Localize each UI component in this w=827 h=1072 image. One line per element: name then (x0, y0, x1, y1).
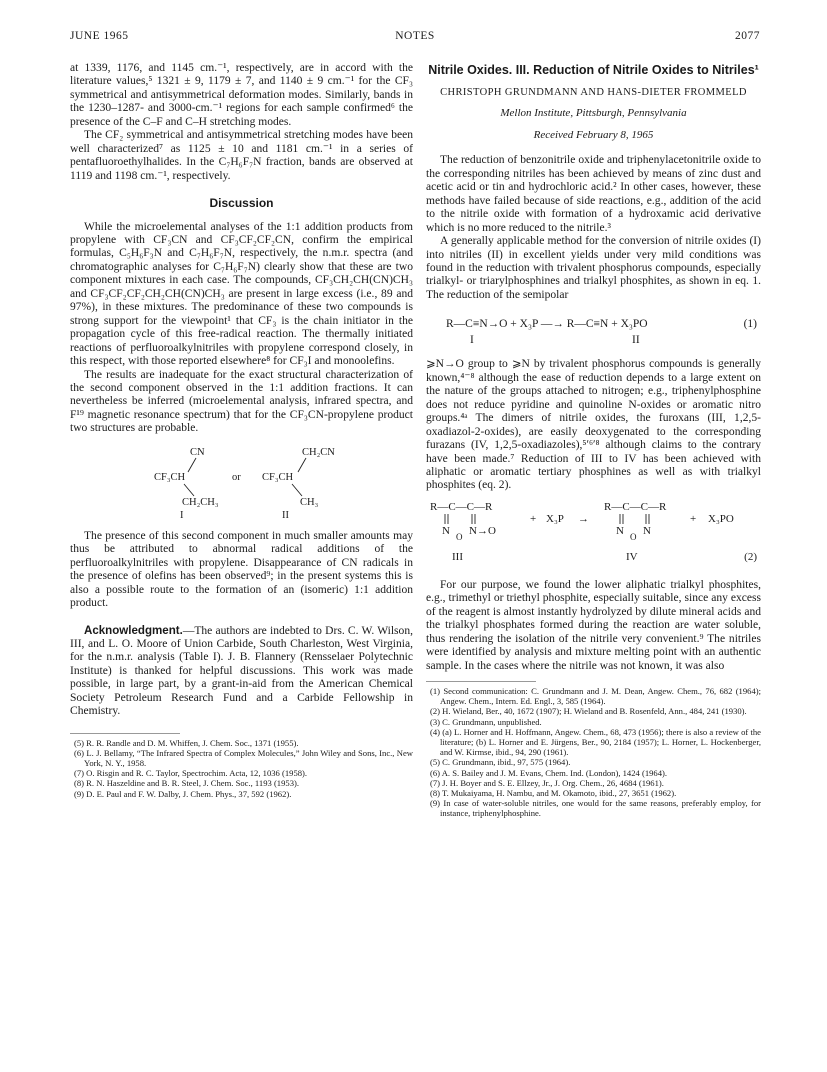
footnote: (2) H. Wieland, Ber., 40, 1672 (1907); H. Wieland and B. Rosenfeld, Ann., 484, 241 (1930). (430, 706, 747, 717)
footnote: (7) J. H. Boyer and S. E. Ellzey, Jr., J. Org. Chem., 26, 4684 (1961). (430, 777, 664, 788)
footnote: (5) R. R. Randle and D. M. Whiffen, J. Chem. Soc., 1371 (1955). (74, 737, 299, 748)
footnote: (6) L. J. Bellamy, “The Infrared Spectra of Complex Molecules,” John Wiley and Sons, Inc., New York, N. Y., 1958. (74, 747, 413, 769)
running-head (70, 30, 760, 46)
eq2-reagent: X₃P (546, 512, 564, 525)
paragraph: The reduction of benzonitrile oxide and triphenylacetonitrile oxide to the corresponding nitriles has been achieved by means of zinc dust and acetic acid or tin and hydrochloric acid.² In other cases, however, these methods have failed because of side reactions, e.g., addition of the acid to the nitrile oxide with formation of a hydroxamic acid derivative which is no more reduced to the nitrile.³ (426, 154, 761, 234)
structure-bonds (70, 446, 413, 524)
eq2-plus-2: + (690, 512, 697, 525)
footnote: (8) T. Mukaiyama, H. Nambu, and M. Okamoto, ibid., 27, 3651 (1962). (430, 788, 677, 799)
acknowledgment (70, 625, 413, 719)
right-column (426, 62, 761, 819)
footnote: (9) In case of water-soluble nitriles, one would for the same reasons, preferably employ, for instance, triphenylphosphine. (430, 798, 761, 819)
eq2-n-right-1: N (616, 524, 624, 537)
footnote: (4) (a) L. Horner and H. Hoffmann, Angew. Chem., 68, 473 (1956); there is also a review of the literature; (b) L. Horner and E. Jürgens, Ber., 90, 2184 (1957); L. Horner, L. Hockenberger, and W. Kirmse, ibid., 94, 290 (1961). (430, 726, 761, 758)
paragraph: While the microelemental analyses of the 1:1 addition products from propylene with CF₃CN and CF₃CF₂CF₂CN, confirm the empirical formulas, C₅H₆F₃N and C₇H₆F₇N, respectively, the n.m.r. spectra (and chromatographic analyses for C₇H₆F₇N) clearly show that these are two component mixtures in each case. The compounds, CF₃CH₂CH(CN)CH₃ and CF₃CF₂CF₂CH₂CH(CN)CH₃ are present in large excess (i.e., 89 and 97%), in these mixtures. The predominance of these two compounds is strong support for the viewpoint¹ that CF₃ is the chain initiator in the propagation cycle of this free-radical reaction. The thermally initiated reactions of perfluoroalkylnitriles with propylene correspond closely, in this respect, with those reported elsewhere⁸ for CF₃I and monoolefins. (70, 220, 413, 368)
equation-1-text: R—C≡N→O + X₃P —→ R—C≡N + X₃PO (446, 318, 648, 331)
eq2-arrow: → (578, 512, 589, 525)
eq2-chain-right: R—C—C—R (604, 500, 667, 513)
equation-2 (426, 501, 761, 571)
footnote: (9) D. E. Paul and F. W. Dalby, J. Chem. Phys., 37, 592 (1962). (74, 788, 292, 799)
eq2-o-right: O (630, 531, 637, 542)
footnote: (8) R. N. Haszeldine and B. R. Steel, J. Chem. Soc., 1193 (1953). (74, 778, 299, 789)
cf3ch-label: CF₃CH (262, 471, 294, 483)
footnote: (3) C. Grundmann, unpublished. (430, 716, 542, 727)
ch2ch3-label: CH₂CH₃ (182, 496, 219, 508)
eq2-n-right-2: N (643, 524, 651, 537)
eq2-label-iv: IV (626, 550, 638, 563)
eq2-n-oxide: N→O (469, 524, 496, 537)
compound-number-2: II (282, 509, 289, 521)
section-heading: Discussion (209, 196, 274, 211)
footnote-divider (426, 681, 536, 682)
equation-1 (426, 314, 761, 350)
footnote: (6) A. S. Bailey and J. M. Evans, Chem. Ind. (London), 1424 (1964). (430, 767, 668, 778)
article-title: Nitrile Oxides. III. Reduction of Nitrile Oxides to Nitriles¹ (428, 63, 759, 77)
footnote-divider (70, 733, 180, 734)
eq2-product: X₃PO (708, 512, 734, 525)
eq2-o-left: O (456, 531, 463, 542)
ch3-label: CH₃ (300, 496, 319, 508)
compound-number-1: I (180, 509, 184, 521)
eq2-n-left: N (442, 524, 450, 537)
cn-label: CN (190, 446, 205, 458)
paragraph: A generally applicable method for the conversion of nitrile oxides (I) into nitriles (II) in excellent yields under very mild conditions was found in the reduction with trivalent phosphorus compounds, especially trialkyl- or triarylphosphines and trialkyl phosphites, as shown in eq. 1. The reduction of the semipolar (426, 235, 761, 301)
running-head-section: NOTES (395, 30, 435, 42)
paragraph: The results are inadequate for the exact structural characterization of the second component observed in the 1:1 addition fractions. It can nevertheless be inferred (microelemental analysis, infrared spectra, and F¹⁹ magnetic resonance spectrum) that for the CF₃CN-propylene product two structures are probable. (70, 368, 413, 435)
eq2-label-iii: III (452, 550, 463, 563)
ch2cn-label: CH₂CN (302, 446, 335, 458)
equation-2-number: (2) (744, 550, 757, 563)
paragraph: ⩾N→O group to ⩾N by trivalent phosphorus compounds is generally known,⁴⁻⁸ although the ease of reduction depends to a large extent on the nature of the groups attached to nitrogen; e.g., triphenylphosphine does not reduce pyridine and quinoline N-oxides or aromatic nitro groups.⁴ᵃ The dimers of nitrile oxides, the furoxans (III, 1,2,5-oxadiazol-2-oxides), are easily deoxygenated to the corresponding furazans (IV, 1,2,5-oxadiazoles),⁵ʹ⁶ʹ⁸ although claims to the contrary have been made.⁷ Reduction of III to IV has been achieved with aliphatic or aromatic tertiary phosphines as well as with trialkyl phosphites (eq. 2). (426, 358, 761, 492)
equation-1-label-i: I (470, 334, 474, 347)
authors: CHRISTOPH GRUNDMANN AND HANS-DIETER FROMMELD (440, 87, 747, 98)
eq2-chain-left: R—C—C—R (430, 500, 493, 513)
footnote: (1) Second communication: C. Grundmann and J. M. Dean, Angew. Chem., 76, 682 (1964); Angew. Chem., Intern. Ed. Engl., 3, 585 (1964). (430, 686, 761, 707)
page-number: 2077 (735, 30, 760, 42)
cf3ch-label: CF₃CH (154, 471, 186, 483)
footnote: (5) C. Grundmann, ibid., 97, 575 (1964). (430, 757, 571, 768)
running-head-date: JUNE 1965 (70, 30, 129, 42)
or-label: or (232, 471, 241, 483)
eq2-plus: + (530, 512, 537, 525)
received-date: Received February 8, 1965 (533, 128, 654, 141)
footnotes-right (426, 686, 761, 819)
paragraph: For our purpose, we found the lower aliphatic trialkyl phosphites, e.g., trimethyl or triethyl phosphite, especially suitable, since any excess of the reagent is almost instantly hydrolyzed by dilute mineral acids and the trialkyl phosphates formed during the reaction are water soluble, thus rendering the isolation of the nitrile very convenient.⁹ The nitriles were identified by analysis and mixture melting point with an authentic sample. In the cases where the nitrile was not known, it was also (426, 578, 761, 672)
paragraph: at 1339, 1176, and 1145 cm.⁻¹, respectively, are in accord with the literature values,⁵ 1321 ± 9, 1179 ± 7, and 1140 ± 9 cm.⁻¹ for the CF₃ symmetrical and antisymmetrical deformation modes. Similarly, bands in the 1230–1287- and 3000-cm.⁻¹ regions for each sample confirmed⁶ the presence of the C–F and C–H stretching modes. (70, 62, 413, 128)
acknowledgment-text: —The authors are indebted to Drs. C. W. Wilson, III, and L. O. Moore of Union Carbide, South Charleston, West Virginia, for the n.m.r. analysis (Table I). J. B. Flannery (Rensselaer Polytechnic Institute) is thanked for helpful discussions. This work was made possible, in large part, by a grant-in-aid from the American Chemical Society Petroleum Research Fund and a Carbide Fellowship in Chemistry. (70, 624, 413, 718)
structure-diagram (70, 446, 413, 524)
footnotes-left (70, 738, 413, 799)
equation-1-number: (1) (743, 318, 757, 331)
affiliation: Mellon Institute, Pittsburgh, Pennsylvania (500, 107, 687, 120)
footnote: (7) O. Risgin and R. C. Taylor, Spectrochim. Acta, 12, 1036 (1958). (74, 768, 308, 779)
equation-1-label-ii: II (632, 334, 640, 347)
left-column (70, 62, 413, 799)
paragraph: The CF₂ symmetrical and antisymmetrical stretching modes have been well characterized⁷ as 1125 ± 10 and 1181 cm.⁻¹ in a series of pentafluoroethylhalides. In the C₇H₆F₇N fraction, bands are observed at 1119 and 1198 cm.⁻¹, respectively. (70, 129, 413, 182)
acknowledgment-heading: Acknowledgment. (84, 624, 183, 637)
paragraph: The presence of this second component in much smaller amounts may thus be attributed to abnormal radical additions of the perfluoroalkylnitriles with propylene. Disappearance of CN radicals in the presence of olefins has been observed⁹; in the present systems this is also a possible route to the formation of an (isomeric) 1:1 addition product. (70, 529, 413, 610)
